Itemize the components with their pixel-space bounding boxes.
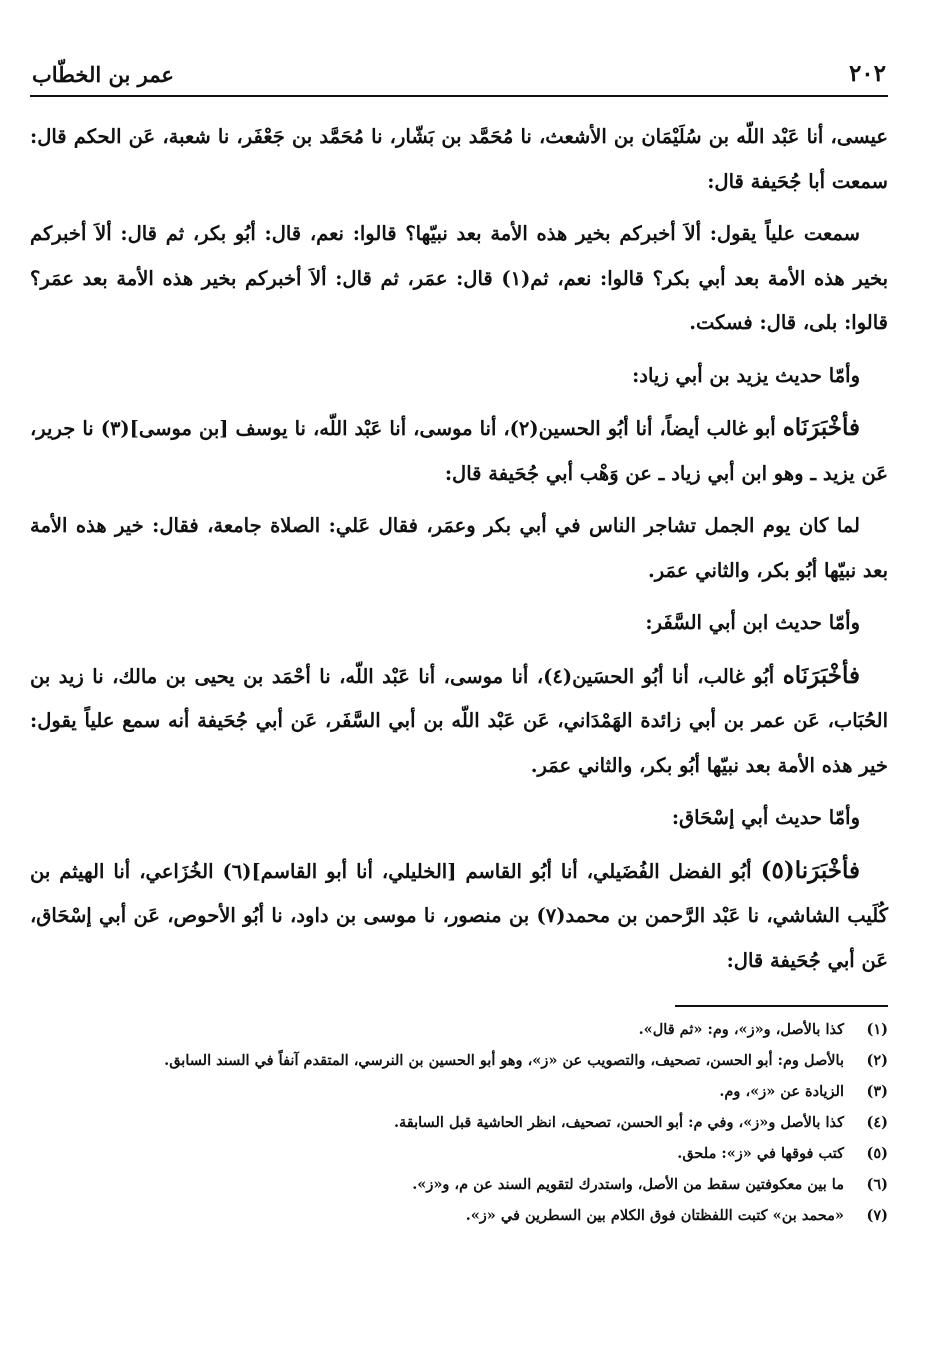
footnote-text: كذا بالأصل، و«ز»، وم: «ثم قال». xyxy=(638,1021,844,1038)
footnote-number: (٥) xyxy=(866,1145,888,1162)
footnote xyxy=(30,1203,888,1228)
paragraph-lead: فأخْبَرَنَاه xyxy=(782,661,860,689)
paragraph-text: لما كان يوم الجمل تشاجر الناس في أبي بكر وعمَر، فقال عَلي: الصلاة جامعة، فقال: خير هذه الأمة بعد نبيّها أبُو بكر، والثاني عمَر. xyxy=(30,514,888,582)
paragraph xyxy=(30,406,888,496)
footnote-number: (٢) xyxy=(866,1052,888,1069)
main-text xyxy=(30,115,888,983)
page-number: ٢٠٢ xyxy=(848,60,886,87)
footnote-number: (٤) xyxy=(866,1114,888,1131)
footnote-text: كذا بالأصل و«ز»، وفي م: أبو الحسن، تصحيف، انظر الحاشية قبل السابقة. xyxy=(393,1114,844,1131)
footnote-text: بالأصل وم: أبو الحسن، تصحيف، والتصويب عن «ز»، وهو أبو الحسين بن النرسي، المتقدم آنفاً في السند السابق. xyxy=(164,1052,844,1069)
footnote-text: الزيادة عن «ز»، وم. xyxy=(719,1083,844,1100)
paragraph-text: عيسى، أنا عَبْد اللّه بن سُلَيْمَان بن الأشعث، نا مُحَمَّد بن بَشّار، نا مُحَمَّد بن جَعْفَر، نا شعبة، عَن الحكم قال: سمعت أبا جُحَيفة قال: xyxy=(30,125,888,193)
paragraph-text: وأمّا حديث أبي إسْحَاق: xyxy=(671,806,860,829)
paragraph-text: سمعت علياً يقول: ألاَ أخبركم بخير هذه الأمة بعد نبيّها؟ قالوا: نعم، قال: أبُو بكر، ثم قال: ألاَ أخبركم بخير هذه الأمة بعد أبي بكر؟ قالوا: نعم، ثم(١) قال: عمَر، ثم قال: ألاَ أخبركم بخير هذه الأمة بعد عمَر؟ قالوا: بلى، قال: فسكت. xyxy=(30,222,889,334)
paragraph-lead: فأخْبَرَنا(٥) xyxy=(760,856,860,884)
paragraph-text: وأمّا حديث يزيد بن أبي زياد: xyxy=(632,363,860,387)
footnote-text: كتب فوقها في «ز»: ملحق. xyxy=(677,1145,844,1162)
footnote-text: «محمد بن» كتبت اللفظتان فوق الكلام بين السطرين في «ز». xyxy=(465,1207,844,1224)
book-page xyxy=(30,55,888,1234)
footnote-number: (٣) xyxy=(866,1083,888,1100)
footnote xyxy=(30,1048,888,1073)
paragraph xyxy=(30,212,888,346)
footnote xyxy=(30,1172,888,1197)
section-heading xyxy=(30,354,888,399)
page-header xyxy=(30,55,888,97)
paragraph-text: أبُو الفضل الفُضَيلي، أنا أبُو القاسم [الخليلي، أنا أبو القاسم](٦) الخُزَاعي، أنا الهيثم بن كُلَيب الشاشي، نا عَبْد الرَّحمن بن محمد(٧) بن منصور، نا موسى بن داود، نا أبُو الأحوص، عَن أبي إسْحَاق، عَن أبي جُحَيفة قال: xyxy=(30,859,888,972)
paragraph-lead: فأخْبَرَنَاه xyxy=(782,414,861,441)
paragraph xyxy=(30,115,888,204)
footnote xyxy=(30,1110,888,1135)
footnote-separator xyxy=(675,1005,888,1007)
paragraph-text: أبُو غالب، أنا أبُو الحسَين(٤)، أنا موسى، أنا عَبْد اللّه، نا أحْمَد بن يحيى بن مالك، نا زيد بن الحُبَاب، عَن عمر بن أبي زائدة الهَمْدَاني، عَن عَبْد اللّه بن أبي السَّفَر، عَن أبي جُحَيفة أنه سمع علياً يقول: خير هذه الأمة بعد نبيّها أبُو بكر، والثاني عمَر. xyxy=(30,664,888,777)
footnote xyxy=(30,1141,888,1166)
section-heading xyxy=(30,601,888,646)
paragraph xyxy=(30,504,888,593)
paragraph xyxy=(30,654,888,789)
footnote xyxy=(30,1079,888,1104)
footnote-number: (٧) xyxy=(866,1207,888,1224)
footnote-number: (١) xyxy=(866,1021,888,1038)
running-title: عمر بن الخطّاب xyxy=(32,62,174,87)
footnote-text: ما بين معكوفتين سقط من الأصل، واستدرك لتقويم السند عن م، و«ز». xyxy=(412,1176,844,1193)
footnote-number: (٦) xyxy=(866,1176,888,1193)
paragraph xyxy=(30,849,888,984)
paragraph-text: أبو غالب أيضاً، أنا أبُو الحسين(٢)، أنا موسى، أنا عَبْد اللّه، نا يوسف [بن موسى](٣) نا جرير، عَن يزيد ـ وهو ابن أبي زياد ـ عن وَهْب أبي جُحَيفة قال: xyxy=(30,417,888,485)
footnote xyxy=(30,1017,888,1042)
footnotes xyxy=(30,1017,888,1228)
paragraph-text: وأمّا حديث ابن أبي السَّفَر: xyxy=(645,611,860,634)
section-heading xyxy=(30,796,888,841)
